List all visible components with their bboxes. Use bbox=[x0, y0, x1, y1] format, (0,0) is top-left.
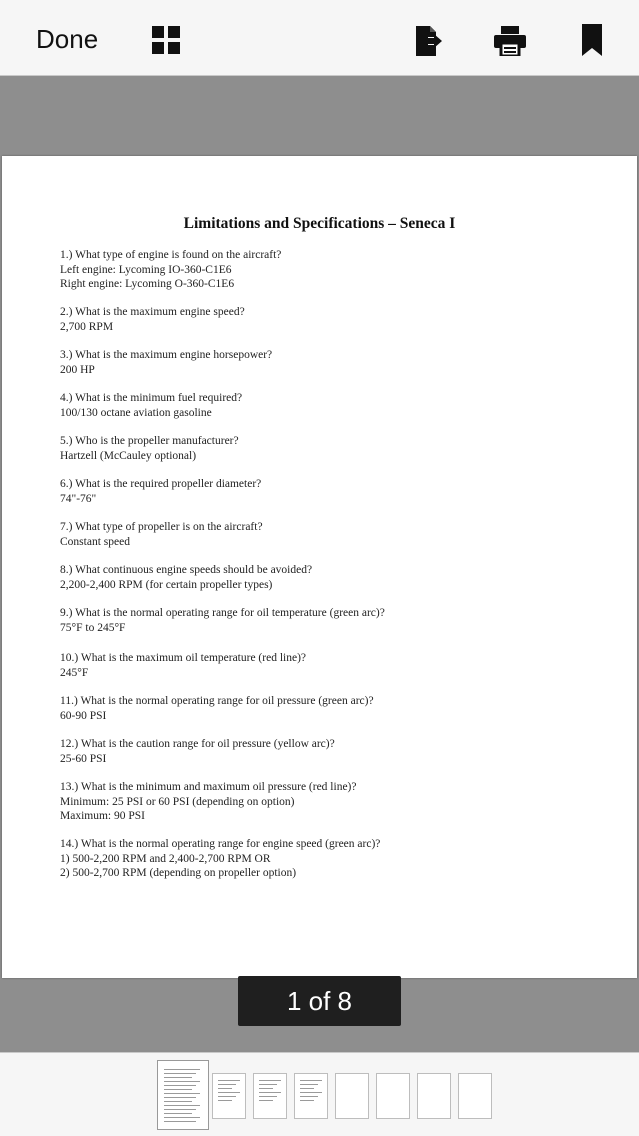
thumbnail-text-line bbox=[164, 1097, 196, 1098]
answer-text: Right engine: Lycoming O-360-C1E6 bbox=[60, 278, 235, 290]
answer-text: Constant speed bbox=[60, 535, 130, 548]
qa-item bbox=[60, 391, 580, 420]
document-title: Limitations and Specifications – Seneca I bbox=[183, 215, 456, 232]
answer-text: 200 HP bbox=[60, 363, 95, 376]
thumbnail-text-line bbox=[259, 1088, 273, 1089]
top-toolbar bbox=[0, 0, 639, 76]
question-text: 1.) What type of engine is found on the aircraft? bbox=[60, 249, 282, 261]
thumbnail-text-line bbox=[218, 1080, 240, 1081]
question-text: 11.) What is the normal operating range for oil pressure (green arc)? bbox=[60, 695, 374, 707]
done-button[interactable]: Done bbox=[36, 24, 99, 54]
question-text: 13.) What is the minimum and maximum oil pressure (red line)? bbox=[60, 781, 357, 793]
answer-text: Minimum: 25 PSI or 60 PSI (depending on option) bbox=[60, 795, 295, 808]
qa-item bbox=[60, 737, 580, 766]
thumbnail-text-line bbox=[300, 1092, 322, 1093]
thumbnail-text-line bbox=[164, 1077, 192, 1078]
answer-text: Maximum: 90 PSI bbox=[60, 810, 145, 822]
thumbnail-text-line bbox=[164, 1117, 200, 1118]
page-thumbnail[interactable] bbox=[335, 1073, 369, 1119]
thumbnail-text-line bbox=[164, 1093, 200, 1094]
qa-item bbox=[60, 434, 580, 463]
question-text: 5.) Who is the propeller manufacturer? bbox=[60, 435, 239, 447]
answer-text: 25-60 PSI bbox=[60, 752, 107, 765]
answer-text: 2) 500-2,700 RPM (depending on propeller option) bbox=[60, 867, 297, 879]
document-page bbox=[2, 156, 637, 978]
thumbnail-text-line bbox=[259, 1084, 277, 1085]
thumbnail-text-line bbox=[300, 1084, 318, 1085]
qa-item bbox=[60, 837, 580, 881]
thumbnail-text-line bbox=[218, 1084, 236, 1085]
thumbnail-text-line bbox=[164, 1073, 196, 1074]
grid-icon[interactable] bbox=[152, 26, 180, 54]
qa-item bbox=[60, 694, 580, 723]
question-text: 2.) What is the maximum engine speed? bbox=[60, 306, 245, 318]
page-thumbnail[interactable] bbox=[294, 1073, 328, 1119]
question-text: 10.) What is the maximum oil temperature (red line)? bbox=[60, 652, 306, 664]
thumbnail-text-line bbox=[218, 1088, 232, 1089]
thumbnail-strip bbox=[0, 1052, 639, 1136]
qa-item bbox=[60, 477, 580, 506]
page-thumbnail[interactable] bbox=[417, 1073, 451, 1119]
page-indicator: 1 of 8 bbox=[238, 976, 401, 1026]
thumbnail-text-line bbox=[300, 1096, 318, 1097]
page-thumbnail[interactable] bbox=[212, 1073, 246, 1119]
qa-item bbox=[60, 563, 580, 592]
thumbnail-text-line bbox=[259, 1096, 277, 1097]
thumbnail-text-line bbox=[164, 1105, 200, 1106]
question-text: 6.) What is the required propeller diameter? bbox=[60, 478, 262, 490]
page-thumbnail[interactable] bbox=[157, 1060, 209, 1130]
thumbnail-text-line bbox=[218, 1092, 240, 1093]
thumbnail-text-line bbox=[164, 1089, 192, 1090]
answer-text: 74"-76" bbox=[60, 492, 97, 505]
question-text: 8.) What continuous engine speeds should be avoided? bbox=[60, 564, 313, 576]
thumbnail-text-line bbox=[164, 1109, 196, 1110]
answer-text: 245°F bbox=[60, 666, 89, 679]
thumbnail-text-line bbox=[218, 1096, 236, 1097]
qa-item bbox=[60, 780, 580, 824]
thumbnail-text-line bbox=[164, 1081, 200, 1082]
answer-text: Left engine: Lycoming IO-360-C1E6 bbox=[60, 263, 232, 276]
qa-item bbox=[60, 520, 580, 549]
answer-text: 60-90 PSI bbox=[60, 709, 107, 722]
thumbnail-text-line bbox=[300, 1100, 314, 1101]
page-thumbnail[interactable] bbox=[458, 1073, 492, 1119]
export-icon[interactable] bbox=[414, 26, 442, 56]
question-text: 4.) What is the minimum fuel required? bbox=[60, 392, 243, 404]
thumbnail-text-line bbox=[164, 1069, 200, 1070]
thumbnail-text-line bbox=[300, 1088, 314, 1089]
answer-text: 2,200-2,400 RPM (for certain propeller types) bbox=[60, 578, 273, 591]
page-thumbnail[interactable] bbox=[253, 1073, 287, 1119]
question-text: 12.) What is the caution range for oil pressure (yellow arc)? bbox=[60, 738, 335, 750]
print-icon[interactable] bbox=[494, 26, 526, 56]
qa-item bbox=[60, 305, 580, 334]
thumbnail-text-line bbox=[259, 1092, 281, 1093]
thumbnail-text-line bbox=[164, 1085, 196, 1086]
answer-text: 75°F to 245°F bbox=[60, 621, 126, 634]
thumbnail-text-line bbox=[164, 1113, 192, 1114]
thumbnail-text-line bbox=[259, 1080, 281, 1081]
thumbnail-text-line bbox=[259, 1100, 273, 1101]
page-thumbnail[interactable] bbox=[376, 1073, 410, 1119]
question-text: 9.) What is the normal operating range for oil temperature (green arc)? bbox=[60, 607, 385, 619]
answer-text: 2,700 RPM bbox=[60, 320, 114, 333]
bookmark-icon[interactable] bbox=[582, 24, 602, 56]
answer-text: Hartzell (McCauley optional) bbox=[60, 449, 197, 462]
answer-text: 1) 500-2,200 RPM and 2,400-2,700 RPM OR bbox=[60, 852, 271, 865]
thumbnail-text-line bbox=[218, 1100, 232, 1101]
question-text: 3.) What is the maximum engine horsepower? bbox=[60, 349, 273, 361]
thumbnail-text-line bbox=[164, 1101, 192, 1102]
qa-item bbox=[60, 651, 580, 680]
qa-item bbox=[60, 606, 580, 635]
thumbnail-text-line bbox=[164, 1121, 196, 1122]
thumbnail-text-line bbox=[300, 1080, 322, 1081]
qa-item bbox=[60, 248, 580, 292]
question-text: 14.) What is the normal operating range for engine speed (green arc)? bbox=[60, 838, 381, 850]
qa-item bbox=[60, 348, 580, 377]
question-text: 7.) What type of propeller is on the aircraft? bbox=[60, 521, 263, 533]
answer-text: 100/130 octane aviation gasoline bbox=[60, 406, 212, 419]
